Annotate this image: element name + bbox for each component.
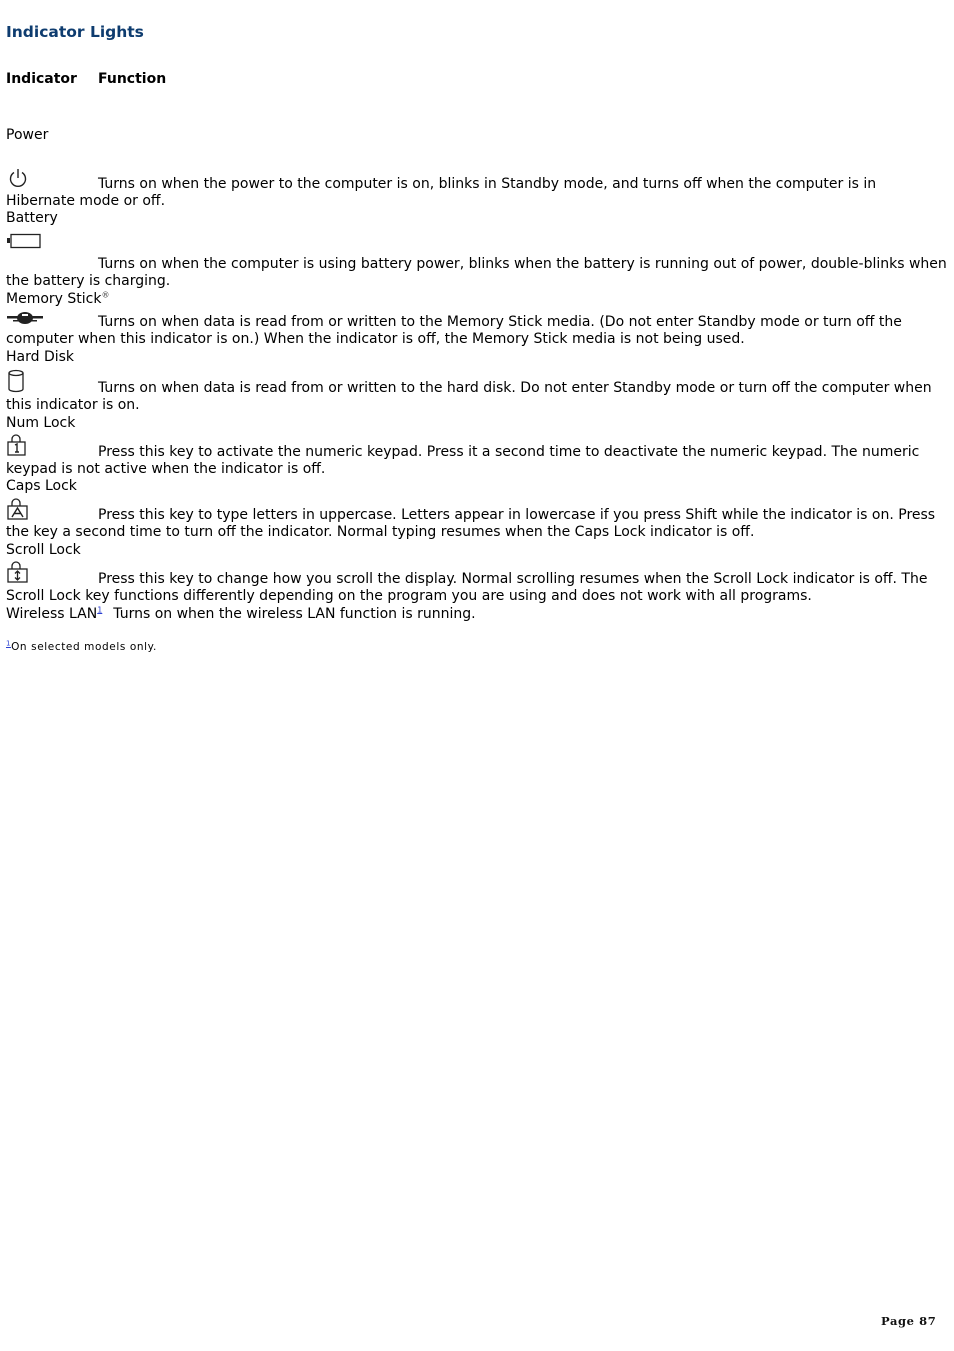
indicator-row-wireless-lan [6,606,476,622]
footnote-text: On selected models only. [11,641,157,653]
function-description-caps-lock: Press this key to type letters in uppercase. Letters appear in lowercase if you press Shift while the indicator is on. Press the key a second time to turn off the indicator. Normal typing resumes when the Caps Lock indicator is off. [6,507,936,540]
footnote-marker[interactable]: 1 [6,639,12,648]
page-number: Page 87 [881,1314,937,1328]
function-description-scroll-lock: Press this key to change how you scroll the display. Normal scrolling resumes when the Scroll Lock indicator is off. The Scroll Lock key functions differently depending on the program you are using and does not work with all programs. [6,571,928,604]
function-description-wireless-lan: Turns on when the wireless LAN function is running. [113,606,476,622]
indicator-label-wireless-lan: Wireless LAN [6,606,98,622]
indicator-label-caps-lock: Caps Lock [6,478,77,494]
indicator-label-power: Power [6,127,49,143]
indicator-label-scroll-lock: Scroll Lock [6,542,81,558]
function-description-num-lock: Press this key to activate the numeric keypad. Press it a second time to deactivate the numeric keypad. The numeric keypad is not active when the indicator is off. [6,444,920,477]
function-description-power: Turns on when the power to the computer is on, blinks in Standby mode, and turns off when the computer is in Hibernate mode or off. [6,176,877,209]
column-header-function: Function [98,71,167,87]
footnote [6,641,157,653]
battery-icon [7,232,43,250]
indicator-label-memory-stick: Memory Stick® [6,290,110,307]
function-description-hard-disk: Turns on when data is read from or written to the hard disk. Do not enter Standby mode or turn off the computer when this indicator is on. [6,380,932,413]
column-header-indicator: Indicator [6,71,77,87]
page-title: Indicator Lights [6,23,144,41]
indicator-label-hard-disk: Hard Disk [6,349,75,365]
footnote-link[interactable]: 1 [97,605,103,615]
indicator-label-num-lock: Num Lock [6,415,76,431]
indicator-label-battery: Battery [6,210,58,226]
function-description-memory-stick: Turns on when data is read from or written to the Memory Stick media. (Do not enter Standby mode or turn off the computer when this indicator is on.) When the indicator is off, the Memory Stick media is not being used. [6,314,902,347]
function-description-battery: Turns on when the computer is using battery power, blinks when the battery is running out of power, double-blinks when the battery is charging. [6,256,947,289]
